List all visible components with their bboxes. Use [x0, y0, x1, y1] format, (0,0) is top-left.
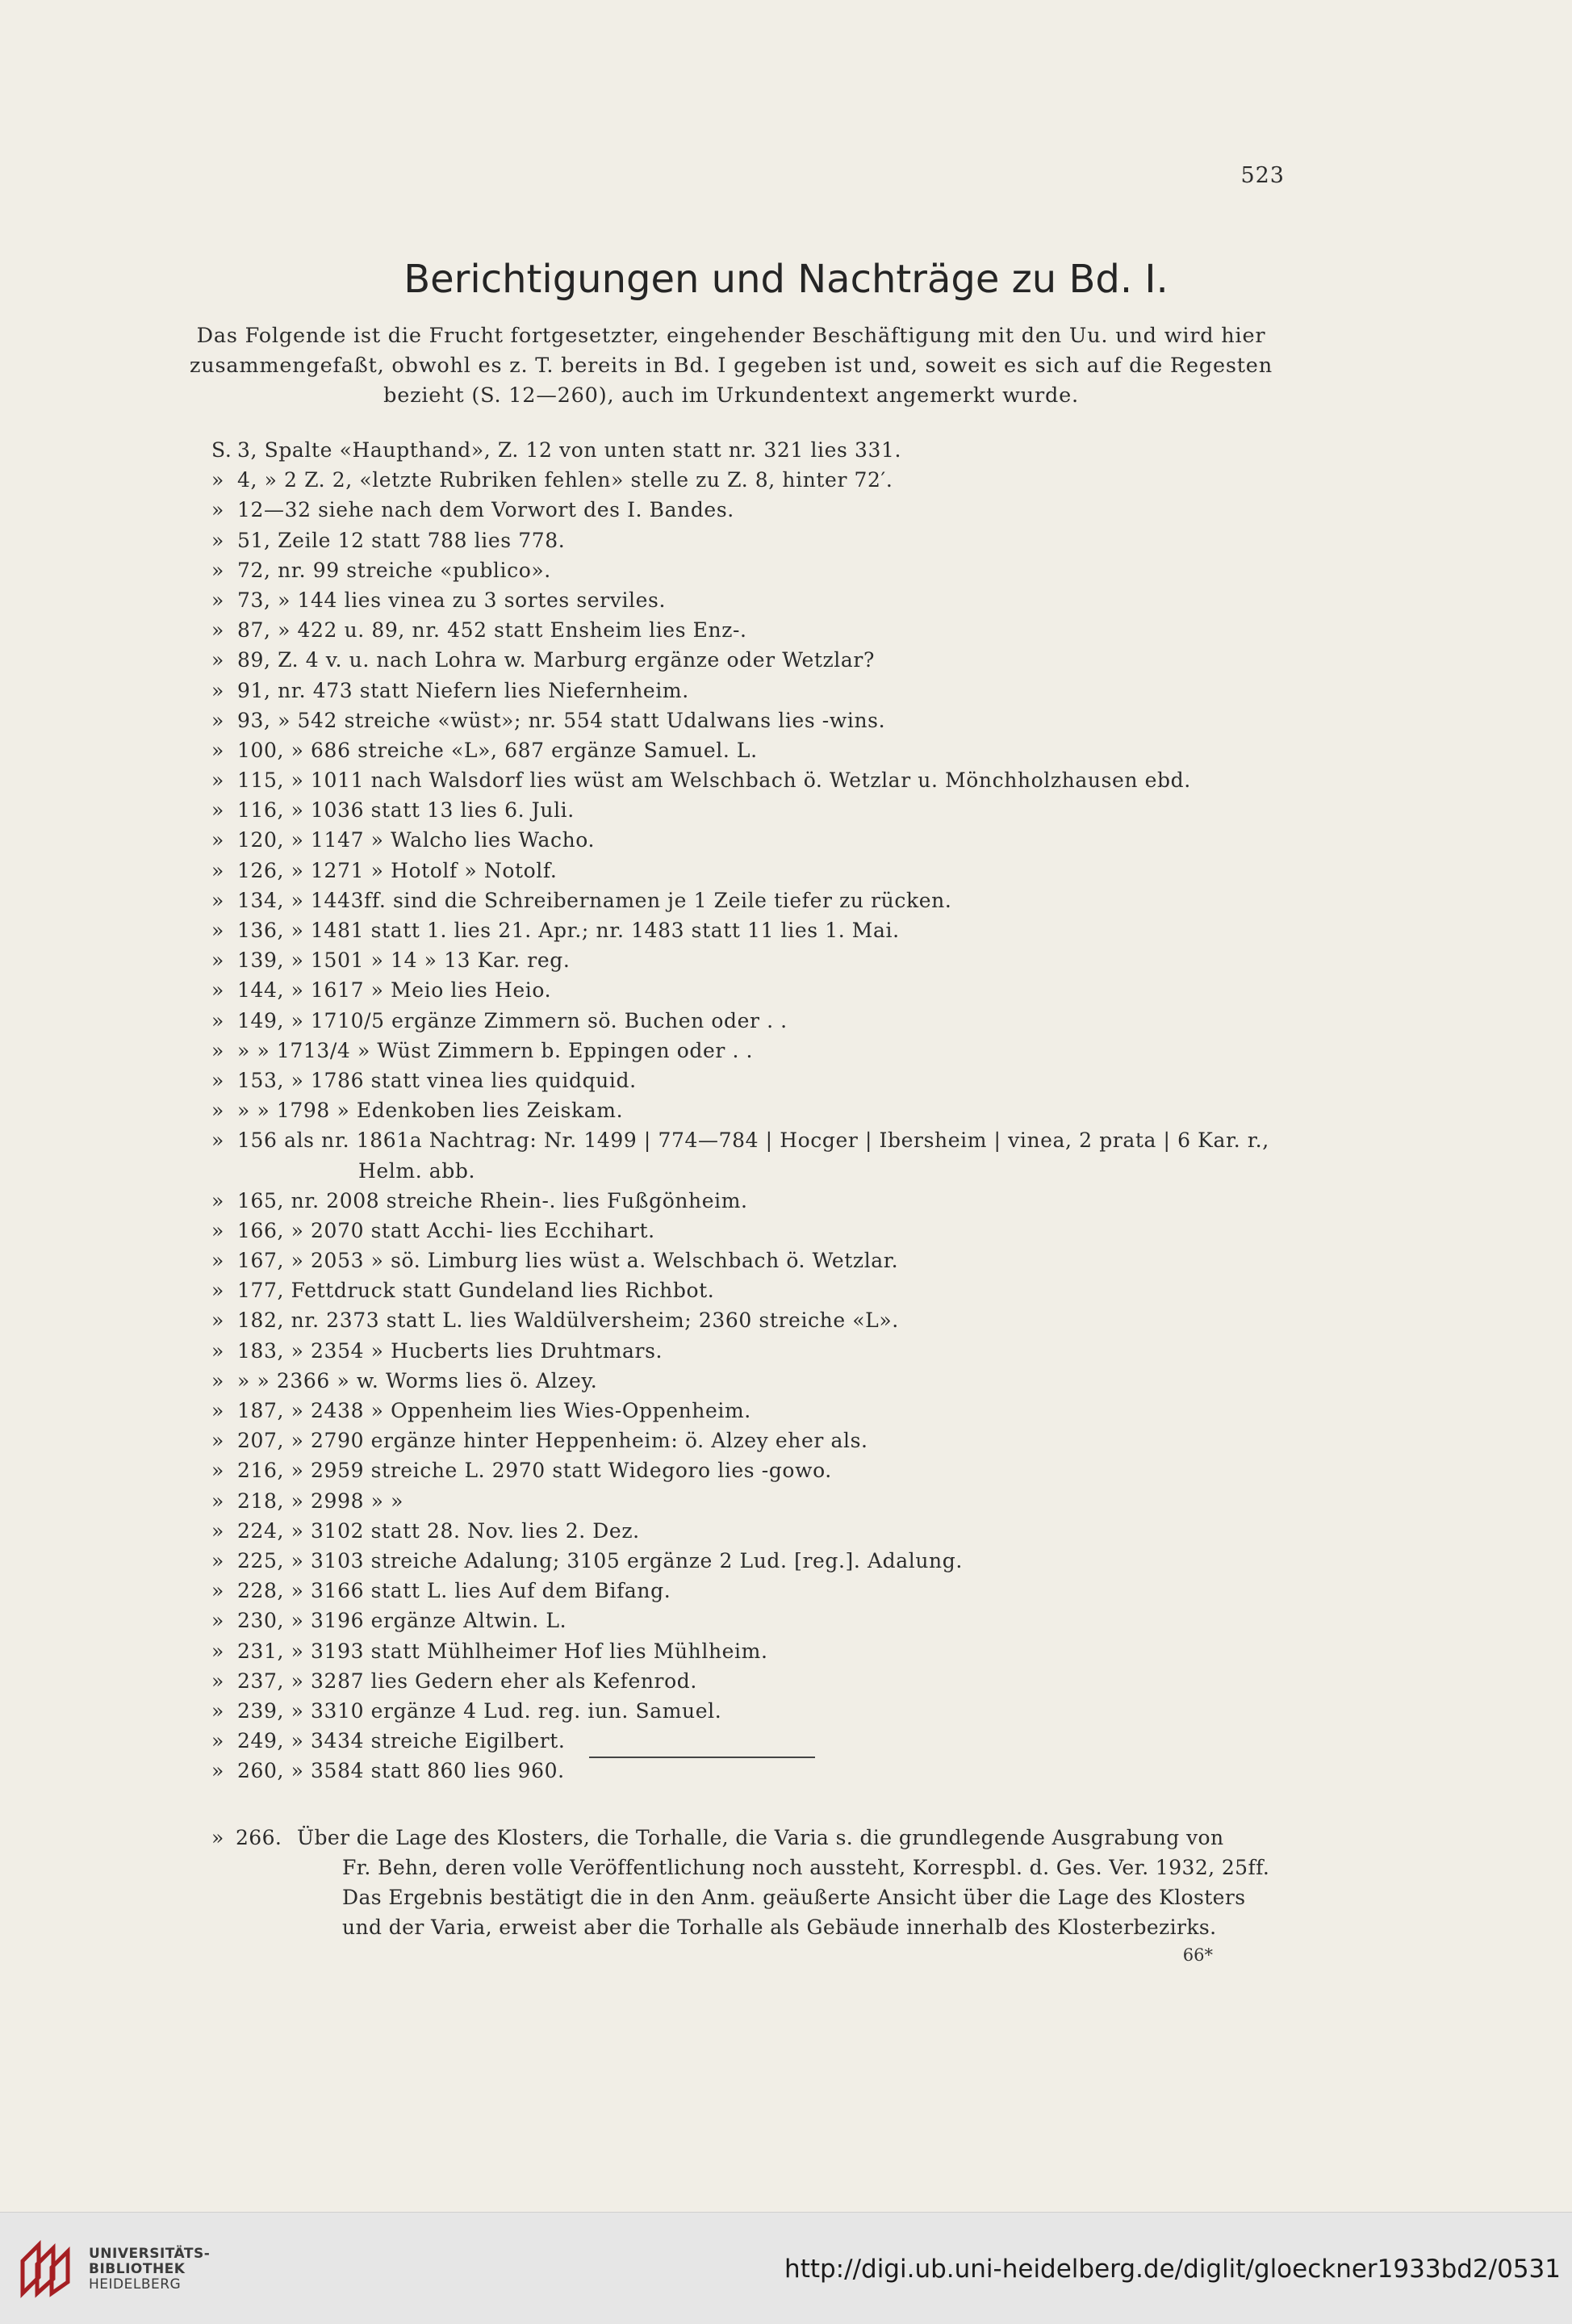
note-line: Fr. Behn, deren volle Veröffentlichung noch aussteht, Korrespbl. d. Ges. Ver. 1932, 25ff.: [342, 1856, 1270, 1879]
correction-text: 239, » 3310 ergänze 4 Lud. reg. iun. Samuel.: [237, 1698, 722, 1723]
page-title: Berichtigungen und Nachträge zu Bd. I.: [403, 257, 1169, 302]
ditto-mark: »: [211, 1669, 224, 1693]
correction-text: 149, » 1710/5 ergänze Zimmern sö. Buchen oder . .: [237, 1008, 788, 1032]
correction-entry: [0, 438, 1572, 468]
ditto-mark: S.: [211, 438, 232, 462]
ditto-mark: »: [211, 1188, 224, 1212]
correction-text: 73, » 144 lies vinea zu 3 sortes serviles.: [237, 588, 667, 612]
correction-entry: [0, 618, 1572, 648]
correction-text: 187, » 2438 » Oppenheim lies Wies-Oppenheim.: [237, 1399, 751, 1422]
ditto-mark: »: [211, 678, 224, 702]
correction-text: 165, nr. 2008 streiche Rhein-. lies Fußgönheim.: [237, 1188, 748, 1212]
ditto-mark: »: [211, 528, 224, 552]
ditto-mark: »: [211, 1279, 224, 1303]
correction-entry: [0, 1669, 1572, 1699]
ditto-mark: »: [211, 888, 224, 912]
correction-text: 4, » 2 Z. 2, «letzte Rubriken fehlen» stelle zu Z. 8, hinter 72′.: [237, 468, 893, 492]
correction-entry: [0, 1369, 1572, 1399]
ditto-mark: »: [211, 1008, 224, 1032]
correction-entry: [0, 1099, 1572, 1129]
note-line: Das Ergebnis bestätigt die in den Anm. geäußerte Ansicht über die Lage des Klosters: [342, 1886, 1246, 1909]
ditto-mark: »: [211, 798, 224, 823]
correction-text: 183, » 2354 » Hucberts lies Druhtmars.: [237, 1338, 663, 1363]
library-name-line: HEIDELBERG: [89, 2276, 182, 2293]
ditto-mark: »: [211, 1459, 224, 1483]
ditto-mark: »: [211, 648, 224, 672]
correction-text: 218, » 2998 » »: [237, 1489, 403, 1513]
correction-entry: [0, 919, 1572, 948]
correction-entry: [0, 1069, 1572, 1099]
ditto-mark: »: [211, 1129, 224, 1153]
correction-entry: [0, 1429, 1572, 1459]
note-line: Über die Lage des Klosters, die Torhalle, die Varia s. die grundlegende Ausgrabung von: [297, 1826, 1224, 1849]
correction-text: 72, nr. 99 streiche «publico».: [237, 558, 551, 582]
correction-entry: [0, 1489, 1572, 1519]
sheet-signature: 66*: [1182, 1945, 1213, 1965]
correction-text: 12—32 siehe nach dem Vorwort des I. Bandes.: [237, 498, 734, 522]
correction-text: 231, » 3193 statt Mühlheimer Hof lies Mühlheim.: [237, 1639, 768, 1663]
ditto-mark: »: [211, 1038, 224, 1062]
correction-entry: [0, 1159, 1572, 1189]
note-number: 266.: [236, 1826, 282, 1849]
correction-text: 177, Fettdruck statt Gundeland lies Richbot.: [237, 1279, 715, 1303]
correction-text: 91, nr. 473 statt Niefern lies Niefernheim.: [237, 678, 689, 702]
ditto-mark: »: [211, 1729, 224, 1753]
intro-paragraph: [173, 321, 1290, 411]
library-name: [89, 2247, 210, 2293]
correction-entry: [0, 1759, 1572, 1789]
correction-entry: [0, 529, 1572, 559]
correction-entry: [0, 468, 1572, 498]
correction-text: 237, » 3287 lies Gedern eher als Kefenrod.: [237, 1669, 697, 1693]
intro-line: bezieht (S. 12—260), auch im Urkundentext angemerkt wurde.: [383, 383, 1079, 408]
ditto-mark: »: [211, 1338, 224, 1363]
correction-text: 167, » 2053 » sö. Limburg lies wüst a. Welschbach ö. Wetzlar.: [237, 1249, 899, 1273]
correction-entry: [0, 679, 1572, 709]
ditto-mark: »: [211, 1068, 224, 1092]
correction-entry: [0, 1189, 1572, 1219]
correction-text: 139, » 1501 » 14 » 13 Kar. reg.: [237, 948, 571, 973]
ditto-mark: »: [211, 468, 224, 492]
correction-entry: [0, 1699, 1572, 1729]
ditto-mark: »: [211, 948, 224, 973]
correction-text: 249, » 3434 streiche Eigilbert.: [237, 1729, 566, 1753]
correction-entry: [0, 1219, 1572, 1249]
ditto-mark: »: [211, 498, 224, 522]
correction-text: 228, » 3166 statt L. lies Auf dem Bifang.: [237, 1579, 671, 1603]
ditto-mark: »: [211, 1698, 224, 1723]
ditto-mark: »: [211, 1548, 224, 1572]
ditto-mark: »: [211, 919, 224, 942]
correction-text: 144, » 1617 » Meio lies Heio.: [237, 978, 552, 1003]
correction-text: 100, » 686 streiche «L», 687 ergänze Samuel. L.: [237, 738, 758, 762]
correction-entry: [0, 1279, 1572, 1309]
correction-entry: [0, 859, 1572, 889]
correction-text: 156 als nr. 1861a Nachtrag: Nr. 1499 | 774—784 | Hocger | Ibersheim | vinea, 2 prata | 6 Kar. r.,: [237, 1129, 1269, 1153]
correction-entry: [0, 1129, 1572, 1158]
ditto-mark: »: [211, 1429, 224, 1453]
correction-text: 115, » 1011 nach Walsdorf lies wüst am Welschbach ö. Wetzlar u. Mönchholzhausen ebd.: [237, 768, 1191, 793]
correction-text: 216, » 2959 streiche L. 2970 statt Widegoro lies -gowo.: [237, 1459, 832, 1483]
library-logo-icon: [15, 2237, 76, 2301]
correction-text: 207, » 2790 ergänze hinter Heppenheim: ö. Alzey eher als.: [237, 1429, 868, 1453]
ditto-mark: »: [211, 1759, 224, 1783]
ditto-mark: »: [211, 978, 224, 1003]
ditto-mark: »: [211, 708, 224, 732]
correction-text: 260, » 3584 statt 860 lies 960.: [237, 1759, 565, 1783]
correction-text: 87, » 422 u. 89, nr. 452 statt Ensheim lies Enz-.: [237, 618, 747, 643]
correction-entry: [0, 798, 1572, 828]
correction-entry: [0, 889, 1572, 919]
note-line: und der Varia, erweist aber die Torhalle als Gebäude innerhalb des Klosterbezirks.: [342, 1916, 1217, 1939]
correction-entry: [0, 768, 1572, 798]
ditto-mark: »: [211, 1489, 224, 1513]
correction-text: 3, Spalte «Haupthand», Z. 12 von unten statt nr. 321 lies 331.: [237, 438, 902, 462]
intro-line: zusammengefaßt, obwohl es z. T. bereits in Bd. I gegeben ist und, soweit es sich auf die Regesten: [190, 354, 1273, 378]
correction-entry: [0, 1519, 1572, 1549]
section-divider: [589, 1757, 815, 1758]
correction-entry: [0, 739, 1572, 768]
correction-entry: [0, 588, 1572, 618]
ditto-mark: »: [211, 1609, 224, 1633]
ditto-mark: »: [211, 1249, 224, 1273]
permalink-url[interactable]: http://digi.ub.uni-heidelberg.de/diglit/gloeckner1933bd2/0531: [784, 2255, 1561, 2284]
correction-text: 116, » 1036 statt 13 lies 6. Juli.: [237, 798, 575, 823]
ditto-mark: »: [211, 558, 224, 582]
correction-text: 153, » 1786 statt vinea lies quidquid.: [237, 1068, 637, 1092]
ditto-mark: »: [211, 618, 224, 643]
correction-text: 51, Zeile 12 statt 788 lies 778.: [237, 528, 566, 552]
ditto-mark: »: [211, 1639, 224, 1663]
ditto-mark: »: [211, 828, 224, 852]
correction-text: » » 1798 » Edenkoben lies Zeiskam.: [237, 1099, 624, 1123]
correction-entry: [0, 1039, 1572, 1069]
correction-text: 182, nr. 2373 statt L. lies Waldülversheim; 2360 streiche «L».: [237, 1309, 899, 1333]
ditto-mark: »: [211, 1368, 224, 1392]
ditto-mark: »: [211, 1399, 224, 1422]
corrections-list: [0, 438, 1572, 1789]
correction-entry: [0, 948, 1572, 978]
correction-entry: [0, 1729, 1572, 1759]
ditto-mark: »: [211, 1518, 224, 1543]
correction-text: 225, » 3103 streiche Adalung; 3105 ergänze 2 Lud. [reg.]. Adalung.: [237, 1548, 963, 1572]
ditto-mark: »: [211, 738, 224, 762]
ditto-mark: »: [211, 768, 224, 793]
correction-text: 126, » 1271 » Hotolf » Notolf.: [237, 858, 558, 882]
ditto-mark: »: [211, 1099, 224, 1123]
correction-entry: [0, 559, 1572, 588]
intro-line: Das Folgende ist die Frucht fortgesetzter, eingehender Beschäftigung mit den Uu. und wird hier: [196, 324, 1266, 348]
note-body: [297, 1823, 1290, 1942]
page-number: 523: [1240, 163, 1285, 188]
library-name-line: BIBLIOTHEK: [89, 2261, 186, 2277]
correction-entry: [0, 1339, 1572, 1369]
correction-entry: [0, 978, 1572, 1008]
ditto-mark: »: [211, 858, 224, 882]
correction-text: 230, » 3196 ergänze Altwin. L.: [237, 1609, 567, 1633]
correction-text: 93, » 542 streiche «wüst»; nr. 554 statt Udalwans lies -wins.: [237, 708, 886, 732]
library-name-line: UNIVERSITÄTS-: [89, 2246, 211, 2262]
correction-entry: [0, 1399, 1572, 1429]
correction-text: 166, » 2070 statt Acchi- lies Ecchihart.: [237, 1218, 655, 1242]
correction-entry: [0, 648, 1572, 678]
correction-entry: [0, 1549, 1572, 1579]
ditto-mark: »: [211, 1309, 224, 1333]
correction-text: 224, » 3102 statt 28. Nov. lies 2. Dez.: [237, 1518, 640, 1543]
correction-entry: [0, 828, 1572, 858]
ditto-mark: »: [211, 1218, 224, 1242]
correction-text: » » 1713/4 » Wüst Zimmern b. Eppingen oder . .: [237, 1038, 754, 1062]
ditto-mark: »: [211, 588, 224, 612]
note-266: [211, 1823, 1290, 1942]
correction-entry: [0, 1459, 1572, 1489]
correction-text: 136, » 1481 statt 1. lies 21. Apr.; nr. 1483 statt 11 lies 1. Mai.: [237, 919, 900, 942]
correction-text: 134, » 1443ff. sind die Schreibernamen je 1 Zeile tiefer zu rücken.: [237, 888, 952, 912]
correction-entry: [0, 1009, 1572, 1039]
correction-text: » » 2366 » w. Worms lies ö. Alzey.: [237, 1368, 598, 1392]
correction-entry: [0, 1309, 1572, 1338]
correction-text: 120, » 1147 » Walcho lies Wacho.: [237, 828, 596, 852]
correction-text: Helm. abb.: [358, 1158, 476, 1183]
correction-entry: [0, 1249, 1572, 1279]
correction-entry: [0, 498, 1572, 528]
correction-entry: [0, 1609, 1572, 1639]
footer-bar: [0, 2212, 1572, 2324]
correction-entry: [0, 1579, 1572, 1609]
correction-text: 89, Z. 4 v. u. nach Lohra w. Marburg ergänze oder Wetzlar?: [237, 648, 875, 672]
correction-entry: [0, 709, 1572, 739]
ditto-mark: »: [211, 1826, 224, 1849]
correction-entry: [0, 1639, 1572, 1669]
ditto-mark: »: [211, 1579, 224, 1603]
